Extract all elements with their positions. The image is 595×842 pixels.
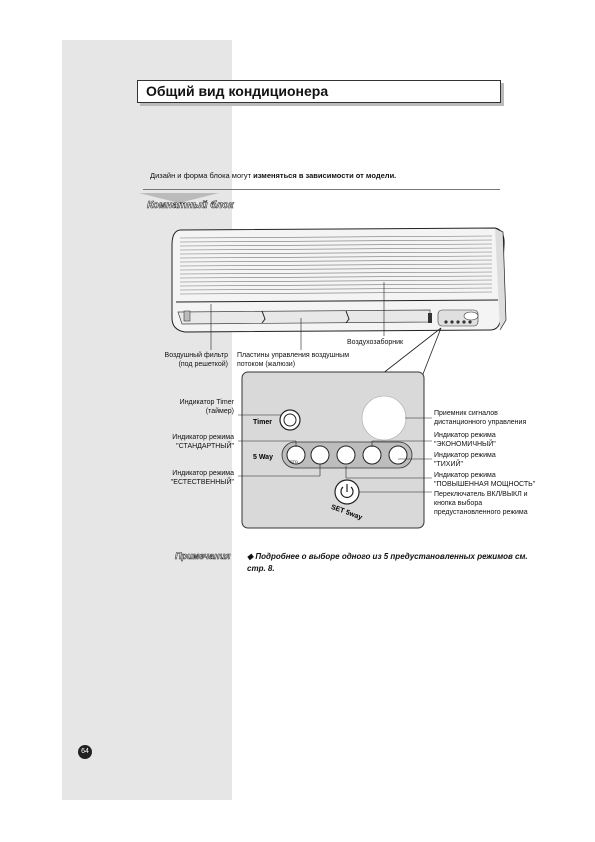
indoor-unit-illustration: [172, 228, 506, 332]
intro-prefix: Дизайн и форма блока могут: [150, 171, 254, 180]
section-title: Комнатный блок: [147, 200, 234, 211]
label-standard: Индикатор режима "СТАНДАРТНЫЙ": [172, 434, 234, 450]
notes-body: [247, 551, 547, 575]
label-natural: Индикатор режима "ЕСТЕСТВЕННЫЙ": [170, 470, 234, 486]
control-panel-illustration: [242, 372, 424, 528]
sway-text: 5 Way: [253, 454, 273, 461]
label-economy: Индикатор режима "ЭКОНОМИЧНЫЙ": [434, 432, 496, 448]
label-switch: Переключатель ВКЛ/ВЫКЛ и кнопка выбора предустановленного режима: [434, 491, 528, 516]
label-timer: Индикатор Timer (таймер): [179, 399, 234, 415]
timer-text: Timer: [253, 419, 272, 426]
label-receiver: Приемник сигналов дистанционного управления: [434, 410, 527, 426]
notes-text: Подробнее о выборе одного из 5 предустановленных режимов см. стр. 8.: [247, 552, 528, 573]
set-text: SET 5way: [329, 503, 364, 522]
std-text: STD: [290, 459, 298, 464]
label-powerful: Индикатор режима "ПОВЫШЕННАЯ МОЩНОСТЬ": [434, 472, 536, 488]
label-air-filter: Воздушный фильтр (под решеткой): [164, 352, 228, 368]
notes-heading: Примечания: [175, 551, 231, 561]
notes-bullet: ◆: [247, 552, 254, 561]
label-quiet: Индикатор режима "ТИХИЙ": [434, 452, 496, 468]
intro-bold: изменяться в зависимости от модели.: [253, 171, 397, 180]
page-number: 64: [78, 745, 92, 759]
page-title: Общий вид кондиционера: [146, 83, 329, 99]
label-airflow-plates: Пластины управления воздушным потоком (жалюзи): [237, 352, 350, 368]
label-air-intake: Воздухозаборник: [347, 339, 404, 346]
